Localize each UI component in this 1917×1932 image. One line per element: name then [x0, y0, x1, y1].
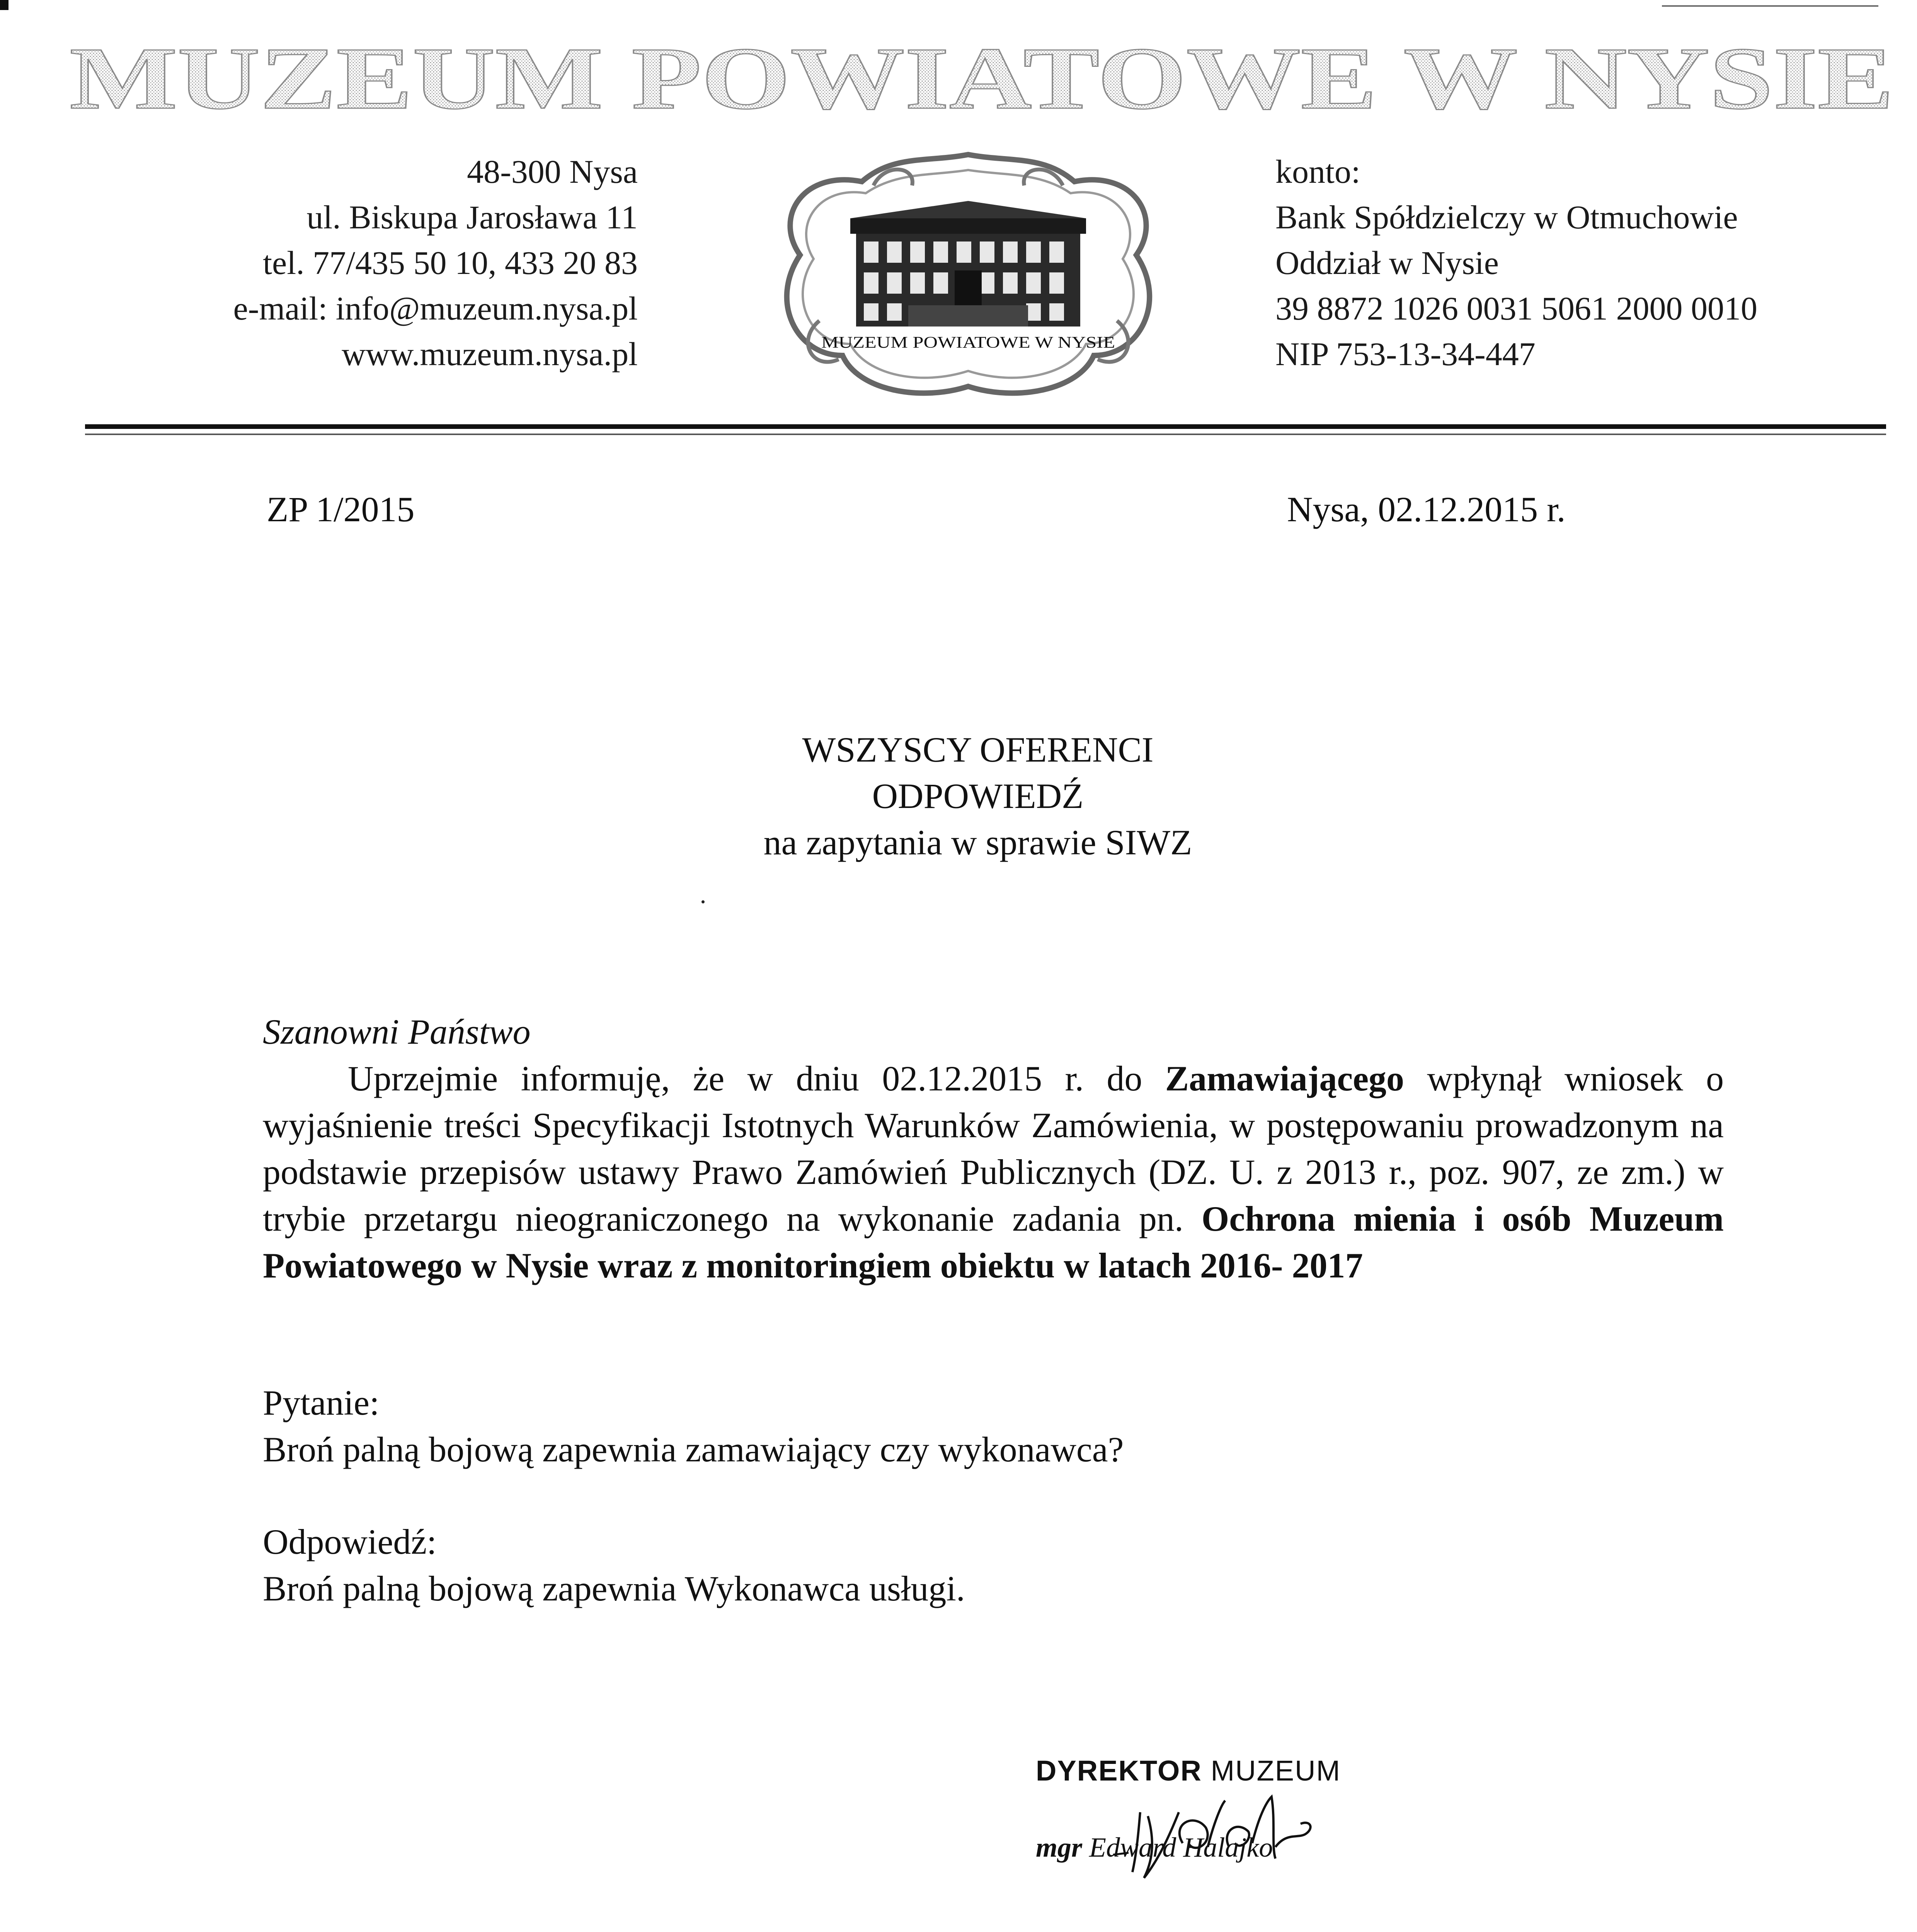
- answer-text: Broń palną bojową zapewnia Wykonawca usługi.: [263, 1569, 965, 1608]
- museum-logo: [746, 139, 1190, 417]
- bank-label: konto:: [1275, 153, 1360, 190]
- reference-number: ZP 1/2015: [267, 490, 415, 529]
- masthead-text: MUZEUM POWIATOWE W NYSIE: [70, 31, 1894, 120]
- body-text-1: Uprzejmie informuję, że w dniu 02.12.2015 r. do: [348, 1059, 1165, 1098]
- bank-details: [1275, 149, 1913, 377]
- address-email: e-mail: info@muzeum.nysa.pl: [233, 290, 638, 327]
- address-postal: 48-300 Nysa: [467, 153, 638, 190]
- answer-label: Odpowiedź:: [263, 1522, 437, 1561]
- body-bold-1: Zamawiającego: [1165, 1059, 1405, 1098]
- signature-stamp: [1036, 1754, 1384, 1901]
- body-bold-2: Ochrona mienia i osób Muzeum Powiatowego w Nysie wraz z monitoringiem obiektu w latach 2016- 2017: [263, 1199, 1724, 1285]
- letter-body: [263, 1009, 1724, 1289]
- question-text: Broń palną bojową zapewnia zamawiający czy wykonawca?: [263, 1430, 1124, 1469]
- body-paragraph: [263, 1055, 1724, 1289]
- handwritten-signature: [1105, 1789, 1322, 1882]
- heading-subtitle: na zapytania w sprawie SIWZ: [763, 823, 1192, 862]
- signature-name-text: Edward Halajko: [1082, 1832, 1273, 1863]
- address-phone: tel. 77/435 50 10, 433 20 83: [263, 244, 638, 281]
- heading-title: ODPOWIEDŹ: [872, 776, 1084, 816]
- bank-account-number: 39 8872 1026 0031 5061 2000 0010: [1275, 290, 1757, 327]
- salutation: Szanowni Państwo: [263, 1012, 531, 1051]
- bank-branch: Oddział w Nysie: [1275, 244, 1499, 281]
- scan-artifact-line: [1662, 5, 1878, 7]
- tax-id: NIP 753-13-34-447: [1275, 335, 1536, 372]
- bank-name: Bank Spółdzielczy w Otmuchowie: [1275, 199, 1738, 236]
- signature-title: [1036, 1754, 1341, 1787]
- scan-speck: [701, 900, 705, 903]
- answer-block: [263, 1519, 1731, 1612]
- signature-name-prefix: mgr: [1036, 1832, 1083, 1863]
- logo-caption: MUZEUM POWIATOWE W NYSIE: [821, 334, 1115, 352]
- letter-heading: [533, 726, 1422, 866]
- header-divider-thin: [85, 434, 1886, 435]
- heading-recipients: WSZYSCY OFERENCI: [802, 730, 1154, 769]
- question-label: Pytanie:: [263, 1383, 380, 1422]
- address-website: www.muzeum.nysa.pl: [342, 335, 638, 372]
- signature-title-rest: MUZEUM: [1202, 1755, 1341, 1787]
- masthead-title: [62, 31, 1902, 120]
- signature-title-bold: DYREKTOR: [1036, 1755, 1202, 1787]
- address-block: [116, 149, 638, 377]
- address-street: ul. Biskupa Jarosława 11: [306, 199, 638, 236]
- place-date: Nysa, 02.12.2015 r.: [1287, 490, 1566, 529]
- header-divider: [85, 424, 1886, 429]
- scan-artifact: [0, 0, 9, 10]
- question-block: [263, 1379, 1731, 1473]
- body-text-2: wpłynął wniosek o wyjaśnienie treści Specyfikacji Istotnych Warunków Zamówienia, w postępowaniu prowadzonym na podstawie przepisów ustawy Prawo Zamówień Publicznych (DZ. U. z 2013 r., poz. 907, ze zm.) w trybie przetargu nieograniczonego na wykonanie zadania pn.: [263, 1059, 1724, 1238]
